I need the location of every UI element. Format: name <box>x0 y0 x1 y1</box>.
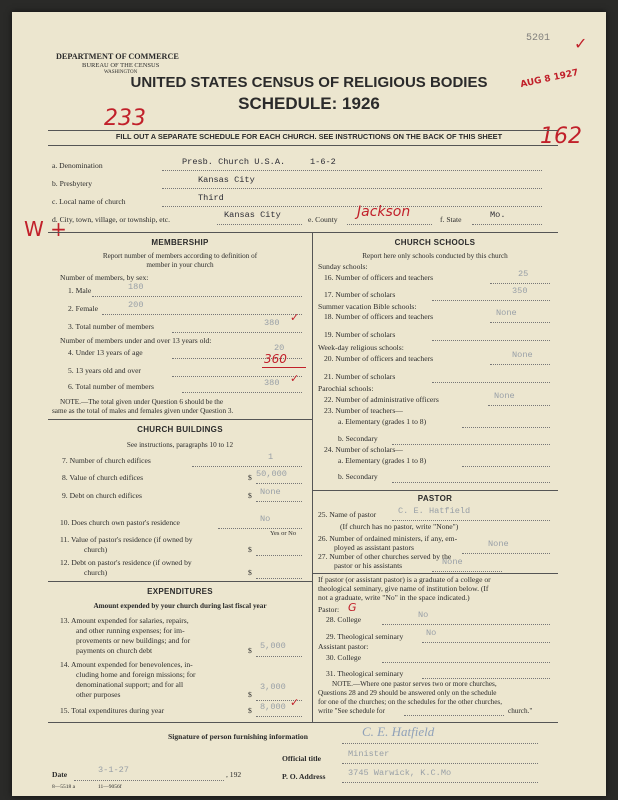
edifice-debt-amount: None <box>260 487 281 497</box>
expenditures-sub: Amount expended by your church during last fiscal year <box>93 602 267 610</box>
pastor-footnote-4: write "See schedule for <box>318 707 385 715</box>
page-title: UNITED STATES CENSUS OF RELIGIOUS BODIES <box>130 74 488 91</box>
schedule-title: SCHEDULE: 1926 <box>238 94 380 113</box>
under-13-value: 20 <box>274 343 285 353</box>
membership-note-2: member in your church <box>146 261 214 269</box>
assistant-college-label: 30. College <box>326 653 362 662</box>
pastor-name-value: C. E. Hatfield <box>398 506 471 516</box>
check-mark: ✓ <box>290 372 300 385</box>
schools-sub: Report here only schools conducted by this church <box>362 252 508 260</box>
print-id: 11—9056f <box>98 784 122 790</box>
check-mark: ✓ <box>290 311 300 324</box>
pastor-edu-label: Pastor: <box>318 605 340 614</box>
expense-14-line4: other purposes <box>76 690 121 699</box>
corner-check-mark: ✓ <box>574 34 588 53</box>
official-title-value: Minister <box>348 749 390 759</box>
divider <box>48 145 558 146</box>
schools-heading: CHURCH SCHOOLS <box>394 238 476 247</box>
divider <box>48 581 312 582</box>
edifice-value-label: 8. Value of church edifices <box>62 473 144 482</box>
teachers-secondary-label: b. Secondary <box>338 434 378 443</box>
pastor-name-note: (If church has no pastor, write "None") <box>340 522 459 531</box>
weekday-teachers-label: 20. Number of officers and teachers <box>324 354 434 363</box>
divider <box>48 130 558 131</box>
expense-13-line1: 13. Amount expended for salaries, repairs, <box>60 616 189 625</box>
assistants-value: None <box>488 539 509 549</box>
handwritten-number-233: 233 <box>104 106 146 131</box>
teachers-label: 23. Number of teachers— <box>324 406 403 415</box>
department-name: DEPARTMENT OF COMMERCE <box>56 52 179 61</box>
parochial-label: Parochial schools: <box>318 384 374 393</box>
residence-debt-label-2: church) <box>84 568 108 577</box>
summer-scholars-label: 19. Number of scholars <box>324 330 396 339</box>
pastor-footnote-2: Questions 28 and 29 should be answered only on the schedule <box>318 689 497 697</box>
local-name-label: c. Local name of church <box>52 197 126 206</box>
dollar-sign: $ <box>248 473 252 482</box>
column-divider <box>312 232 313 722</box>
divider <box>48 722 558 723</box>
handwritten-number-162: 162 <box>540 124 582 149</box>
sunday-label: Sunday schools: <box>318 262 368 271</box>
total-members-value: 380 <box>264 318 280 328</box>
edifices-value: 1 <box>268 452 274 462</box>
signature-label: Signature of person furnishing information <box>168 732 308 741</box>
dollar-sign: $ <box>248 646 252 655</box>
expense-14-line2: cluding home and foreign missions; for <box>76 670 196 679</box>
census-schedule-page <box>12 12 606 796</box>
membership-footnote-1: NOTE.—The total given under Question 6 should be the <box>60 398 224 406</box>
pastor-heading: PASTOR <box>417 494 453 503</box>
residence-value-label: 11. Value of pastor's residence (if owned by <box>60 535 193 544</box>
expense-total-label: 15. Total expenditures during year <box>60 706 165 715</box>
received-date-stamp: AUG 8 1927 <box>519 67 580 91</box>
teachers-elementary-label: a. Elementary (grades 1 to 8) <box>338 417 427 426</box>
expense-14-line3: denominational support; and for all <box>76 680 184 689</box>
graduate-note-3: not a graduate, write "No" in the space indicated.) <box>318 593 470 602</box>
age-header-label: Number of members under and over 13 years old: <box>60 336 212 345</box>
form-number: 5201 <box>526 33 551 44</box>
address-value: 3745 Warwick, K.C.Mo <box>348 768 452 778</box>
over-13-label: 5. 13 years old and over <box>68 366 141 375</box>
pastor-footnote-1: NOTE.—Where one pastor serves two or more churches, <box>332 680 497 688</box>
by-sex-label: Number of members, by sex: <box>60 273 149 282</box>
membership-note-1: Report number of members according to definition of <box>102 252 258 260</box>
total-members-2-label: 6. Total number of members <box>68 382 155 391</box>
membership-heading: MEMBERSHIP <box>151 238 209 247</box>
sunday-teachers-value: 25 <box>518 269 529 279</box>
dollar-sign: $ <box>248 545 252 554</box>
date-label: Date <box>52 770 68 779</box>
total-members-2-value: 380 <box>264 378 280 388</box>
presbytery-value: Kansas City <box>198 175 255 185</box>
buildings-heading: CHURCH BUILDINGS <box>137 425 223 434</box>
total-members-label: 3. Total number of members <box>68 322 155 331</box>
address-label: P. O. Address <box>282 772 326 781</box>
expense-13-line3: provements or new buildings; and for <box>76 636 191 645</box>
admin-officers-label: 22. Number of administrative officers <box>324 395 439 404</box>
pastor-edu-mark: G <box>348 601 357 614</box>
female-value: 200 <box>128 300 144 310</box>
expense-13-line2: and other running expenses; for im- <box>76 626 185 635</box>
expense-14-amount: 3,000 <box>260 682 286 692</box>
state-value: Mo. <box>490 210 506 220</box>
city-label: d. City, town, village, or township, etc. <box>52 215 171 224</box>
bureau-name: BUREAU OF THE CENSUS <box>82 62 160 69</box>
owns-residence-value: No <box>260 514 271 524</box>
yes-no-hint: Yes or No <box>270 530 297 537</box>
date-year: , 192 <box>226 770 242 779</box>
sunday-teachers-label: 16. Number of officers and teachers <box>324 273 434 282</box>
divider <box>48 232 558 233</box>
scholars-secondary-label: b. Secondary <box>338 472 378 481</box>
under-13-label: 4. Under 13 years of age <box>68 348 143 357</box>
other-churches-label: 27. Number of other churches served by the <box>318 552 452 561</box>
pastor-footnote-3: for one of the churches; on the schedules for the other churches, <box>318 698 503 706</box>
summer-teachers-label: 18. Number of officers and teachers <box>324 312 434 321</box>
expense-13-amount: 5,000 <box>260 641 286 651</box>
dollar-sign: $ <box>248 706 252 715</box>
pastor-seminary-value: No <box>426 628 437 638</box>
check-mark: ✓ <box>290 696 300 709</box>
edifices-label: 7. Number of church edifices <box>62 456 151 465</box>
denomination-value: Presb. Church U.S.A. <box>182 157 286 167</box>
assistant-seminary-label: 31. Theological seminary <box>326 669 404 678</box>
assistant-edu-label: Assistant pastor: <box>318 642 369 651</box>
divider <box>312 490 558 491</box>
residence-value-label-2: church) <box>84 545 108 554</box>
city-value: Kansas City <box>224 210 281 220</box>
local-name-value: Third <box>198 193 224 203</box>
other-churches-value: None <box>442 557 463 567</box>
edifice-debt-label: 9. Debt on church edifices <box>62 491 142 500</box>
residence-debt-label: 12. Debt on pastor's residence (if owned by <box>60 558 192 567</box>
divider <box>312 573 558 574</box>
assistants-label: 26. Number of ordained ministers, if any, em- <box>318 534 458 543</box>
red-underline <box>262 367 306 368</box>
denomination-label: a. Denomination <box>52 161 103 170</box>
buildings-sub: See instructions, paragraphs 10 to 12 <box>126 441 234 449</box>
pastor-college-value: No <box>418 610 429 620</box>
expense-13-line4: payments on church debt <box>76 646 153 655</box>
official-title-label: Official title <box>282 754 322 763</box>
admin-officers-value: None <box>494 391 515 401</box>
owns-residence-label: 10. Does church own pastor's residence <box>60 518 180 527</box>
form-id: 8—5518 a <box>52 784 76 790</box>
graduate-note-1: If pastor (or assistant pastor) is a graduate of a college or <box>318 575 491 584</box>
date-value: 3-1-27 <box>98 765 129 775</box>
sunday-scholars-value: 350 <box>512 286 528 296</box>
presbytery-label: b. Presbytery <box>52 179 93 188</box>
margin-handwriting: W + <box>24 217 67 241</box>
signature-value: C. E. Hatfield <box>362 724 435 739</box>
sunday-scholars-label: 17. Number of scholars <box>324 290 396 299</box>
weekday-scholars-label: 21. Number of scholars <box>324 372 396 381</box>
membership-footnote-2: same as the total of males and females given under Question 3. <box>52 407 234 415</box>
instruction-line: FILL OUT A SEPARATE SCHEDULE FOR EACH CHURCH. SEE INSTRUCTIONS ON THE BACK OF THIS SHEET <box>115 132 503 141</box>
over-13-value: 360 <box>264 352 287 366</box>
dollar-sign: $ <box>248 568 252 577</box>
county-label: e. County <box>308 215 338 224</box>
scholars-elementary-label: a. Elementary (grades 1 to 8) <box>338 456 427 465</box>
state-label: f. State <box>440 215 462 224</box>
denomination-code: 1-6-2 <box>310 157 336 167</box>
weekday-label: Week-day religious schools: <box>318 343 404 352</box>
edifice-value-amount: 50,000 <box>256 469 287 479</box>
pastor-footnote-5: church." <box>508 707 533 715</box>
pastor-seminary-label: 29. Theological seminary <box>326 632 404 641</box>
weekday-teachers-value: None <box>512 350 533 360</box>
graduate-note-2: theological seminary, give name of institution below. (If <box>318 584 489 593</box>
expense-total-amount: 8,000 <box>260 702 286 712</box>
dollar-sign: $ <box>248 491 252 500</box>
pastor-college-label: 28. College <box>326 615 362 624</box>
other-churches-label-2: pastor or his assistants <box>334 561 403 570</box>
county-value: Jackson <box>357 204 411 220</box>
summer-label: Summer vacation Bible schools: <box>318 302 417 311</box>
pastor-name-label: 25. Name of pastor <box>318 510 377 519</box>
summer-teachers-value: None <box>496 308 517 318</box>
expense-14-line1: 14. Amount expended for benevolences, in- <box>60 660 193 669</box>
expenditures-heading: EXPENDITURES <box>147 587 213 596</box>
male-value: 180 <box>128 282 144 292</box>
city-name: WASHINGTON <box>104 70 138 75</box>
scholars-label: 24. Number of scholars— <box>324 445 403 454</box>
male-label: 1. Male <box>68 286 92 295</box>
divider <box>48 419 312 420</box>
female-label: 2. Female <box>68 304 98 313</box>
assistants-label-2: ployed as assistant pastors <box>334 543 414 552</box>
dollar-sign: $ <box>248 690 252 699</box>
